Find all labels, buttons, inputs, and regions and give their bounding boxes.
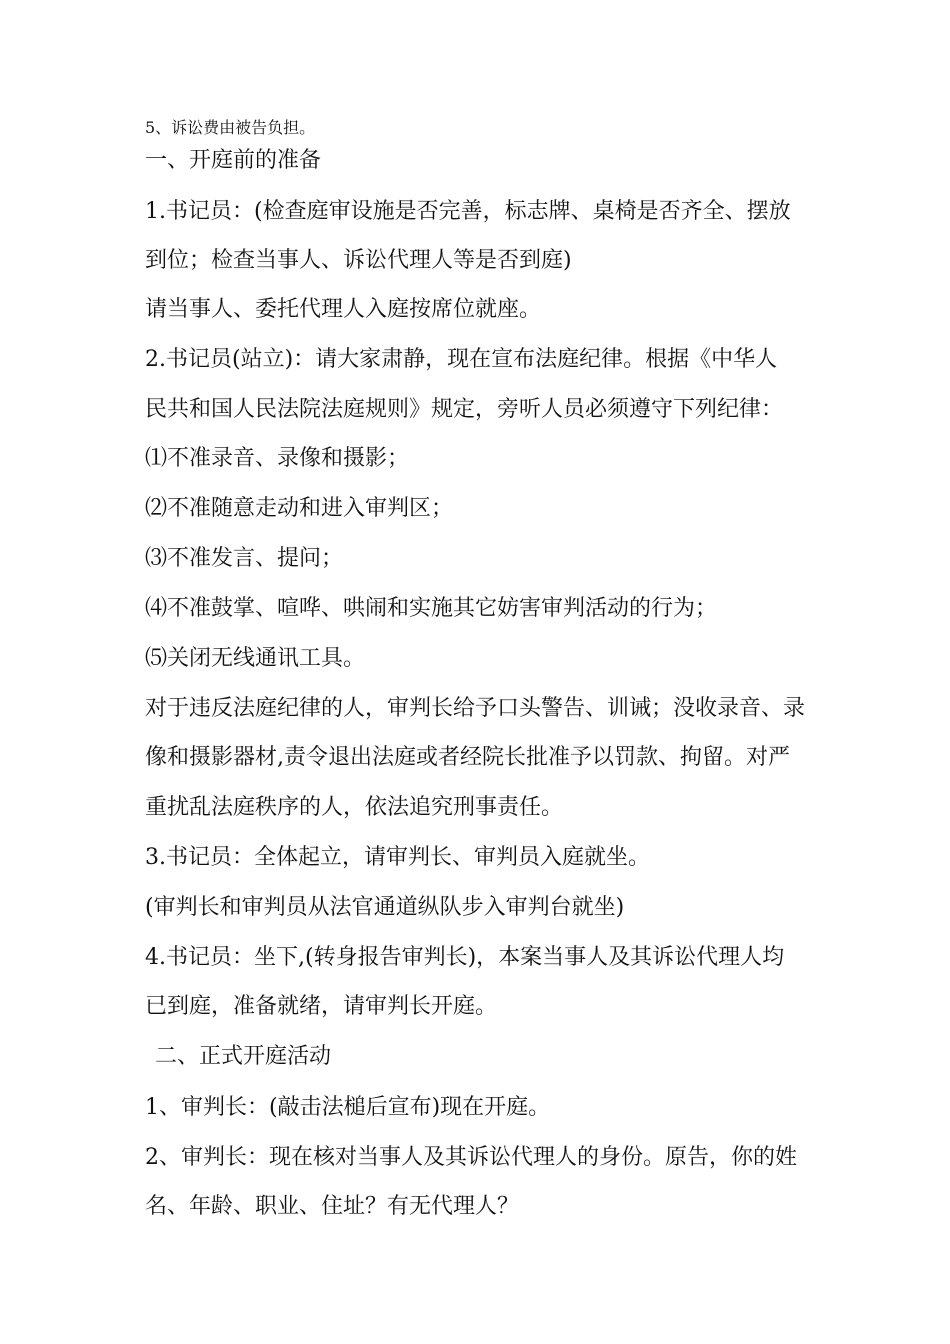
paragraph-line: 像和摄影器材,责令退出法庭或者经院长批准予以罚款、拘留。对严 (145, 745, 790, 770)
paragraph-line: 3.书记员：全体起立，请审判长、审判员入庭就坐。 (145, 845, 650, 870)
paragraph-line: 重扰乱法庭秩序的人，依法追究刑事责任。 (145, 795, 564, 820)
paragraph-line: 2、审判长：现在核对当事人及其诉讼代理人的身份。原告，你的姓 (145, 1145, 797, 1170)
rule-item: ⑴不准录音、录像和摄影； (145, 446, 410, 471)
paragraph-line: 名、年龄、职业、住址？有无代理人？ (145, 1194, 520, 1219)
paragraph-line: 民共和国人民法院法庭规则》规定，旁听人员必须遵守下列纪律： (145, 397, 784, 422)
paragraph-line: 已到庭，准备就绪，请审判长开庭。 (145, 994, 498, 1019)
paragraph-line: 到位；检查当事人、诉讼代理人等是否到庭) (145, 248, 572, 273)
paragraph-line: 对于违反法庭纪律的人，审判长给予口头警告、训诫；没收录音、录 (145, 696, 806, 721)
rule-item: ⑷不准鼓掌、喧哗、哄闹和实施其它妨害审判活动的行为； (145, 596, 718, 621)
paragraph-line: 请当事人、委托代理人入庭按席位就座。 (145, 297, 542, 322)
paragraph-line: (审判长和审判员从法官通道纵队步入审判台就坐) (145, 895, 625, 920)
paragraph-line: 1.书记员：(检查庭审设施是否完善，标志牌、桌椅是否齐全、摆放 (145, 199, 791, 224)
rule-item: ⑸关闭无线通讯工具。 (145, 646, 366, 671)
paragraph-line: 4.书记员：坐下,(转身报告审判长)，本案当事人及其诉讼代理人均 (145, 945, 785, 970)
paragraph-line: 1、审判长：(敲击法槌后宣布)现在开庭。 (145, 1095, 551, 1120)
item-5-litigation-costs: 5、诉讼费由被告负担。 (145, 118, 316, 137)
section-heading-preparation: 一、开庭前的准备 (145, 148, 322, 173)
rule-item: ⑶不准发言、提问； (145, 546, 344, 571)
rule-item: ⑵不准随意走动和进入审判区； (145, 496, 454, 521)
paragraph-line: 2.书记员(站立)：请大家肃静，现在宣布法庭纪律。根据《中华人 (145, 347, 778, 372)
section-heading-formal-session: 二、正式开庭活动 (155, 1044, 332, 1069)
